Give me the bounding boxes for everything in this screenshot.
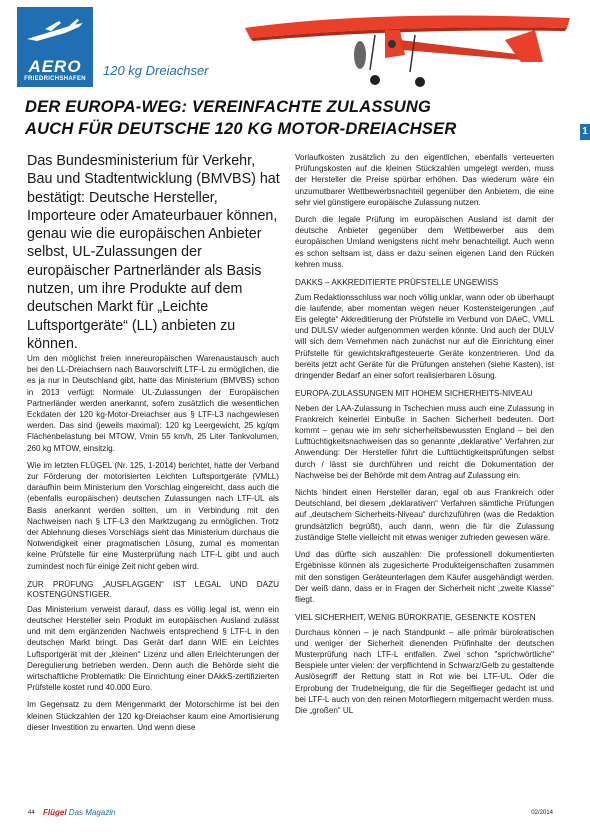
headline-line-2: AUCH FÜR DEUTSCHE 120 KG MOTOR-DREIACHSER (25, 120, 457, 138)
paragraph: Durchaus können – je nach Standpunkt – alle primär bürokratischen und weniger der Sicherheit dienenden Prüfinhalte der deutschen Musterprüfung nach LTF-L entfallen. Zwei schon "sprichwörtliche" Beispiele unter vielen: der verpflichtend in Schwarz/Gelb zu gestaltende Auslösegriff der Rettung statt in Rot wie bei LTF-UL. Oder die Erprobung der Trudelneigung, die für die Segelflieger gedacht ist und bei LTF-L auch von den reinen Motorfliegern mitgemacht werden muss. Die „großen“ UL (295, 627, 554, 716)
subheading: VIEL SICHERHEIT, WENIG BÜROKRATIE, GESENKTE KOSTEN (295, 613, 536, 623)
subheading: DAKKS – AKKREDITIERTE PRÜFSTELLE UNGEWISS (295, 278, 499, 288)
page-number: 44 (28, 810, 35, 816)
paragraph: Durch die legale Prüfung im europäischen Ausland ist damit der deutsche Anbieter gegenüber dem Wettbewerber aus dem europäischen Umland wenigstens nicht mehr benachteiligt. Auch wenn es schon seltsam ist, dass er dazu seinen eigenen Land den Rücken kehren muss. (295, 215, 554, 269)
section-title: 120 kg Dreiachser (103, 63, 209, 78)
ultralight-aircraft-photo (225, 0, 590, 100)
paragraph: Neben der LAA-Zulassung in Tschechien muss auch eine Zulassung in Frankreich keinerlei Einbuße in Sachen Sicherheit bedeuten. Dort kommt – genau wie im sehr sicherheitsbewussten England – bei den Lufttüchtigkeitsnachweisen das so genannte „deklarative“ Verfahren zur Anwendung: Der Hersteller führt die Lufttüchtigkeitsprüfungen selbst durch / lässt sie durchführen und reicht die Dokumentation der Nachweise bei der Behörde mit dem Antrag auf Zulassung ein. (295, 403, 554, 480)
paragraph: Im Gegensatz zu dem Mengenmarkt der Motorschirme ist bei den kleinen Stückzahlen der 120 kg-Dreiachser kaum eine Amortisierung dieser Investition zu erwarten. Und wenn diese (27, 700, 279, 732)
article-headline (25, 96, 456, 140)
paragraph: Zum Redaktionsschluss war noch völlig unklar, wann oder ob überhaupt die laufende, aber momentan wegen neuer Kostensteigerungen „auf Eis gelegte“ Akkreditierung der Prüfstelle im Verbund von DAeC, VMLL und DULSV wieder aufgenommen werden könnte. Und auch der DULV will sich dem Vernehmen nach zunächst nur auf die Einrichtung einer Prüfstelle für gewichtskraftgesteuerte Geräte konzentrieren. Und da bereits jetzt acht Geräte für die Prüfungen anstehen (siehe Kasten), ist dringender Bedarf an einer sofort realisierbaren Lösung. (295, 292, 554, 380)
paragraph: Nichts hindert einen Hersteller daran, egal ob aus Frankreich oder Deutschland, bei diesem „deklarativen“ Verfahren sämtliche Prüfungen auf „deutschem Sicherheits-Niveau“ durchzuführen (was die Redaktion grundsätzlich begrüßt), auch dann, wenn die für die Zulassung zuständige Stelle vielleicht mit etwas weniger zufrieden gewesen wäre. (295, 488, 554, 542)
paragraph: Das Ministerium verweist darauf, dass es völlig legal ist, wenn ein deutscher Hersteller sein Produkt im europäischen Ausland zulässt und mit dem ergänzenden Nachweis entsprechend § LTF-L in den deutschen Markt bringt. Das Gerät darf dann WIE ein Leichtes Luftsportgerät mit der „kleinen“ Lizenz und allen Erleichterungen der Deregulierung betrieben werden. Denn auch die Behörde sieht die wirtschaftliche Problematik: Die Einrichtung einer DAkkS-zertifizierten Prüfstelle kostet rund 40.000 Euro. (27, 604, 279, 693)
text-column-right (295, 152, 554, 722)
paragraph: Um den möglichst freien innereuropäischen Warenaustausch auch bei den LL-Dreiachsern nach Bauvorschrift LTF-L zu ermöglichen, die es ja nur in Deutschland gibt, hatte das Ministerium (BMVBS) schon in 2013 verfügt: Normale UL-Zulassungen der Europäischen Partnerländer werden anerkannt, sofern zusätzlich die wesentlichen Eckdaten der 120 kg-Motor-Dreiachser aus § LTF-L3 nachgewiesen werden. Das sind (jeweils maximal): 120 kg Leergewicht, 25 kg/qm Flächenbelastung bei MTOW, Vmin 55 km/h, 25 Liter Tankvolumen, 260 kg MTOW, einsitzig. (27, 354, 279, 453)
page-footer (0, 808, 590, 828)
airplane-logo-icon (25, 17, 85, 45)
logo-city: FRIEDRICHSHAFEN (24, 76, 86, 82)
paragraph: Und das dürfte sich auszahlen: Die professionell dokumentierten Ergebnisse können als zugesicherte Produkteigenschaften zusammen mit den sonstigen Geräteunterlagen dem Käufer ausgehändigt werden. Der weiß dann, dass er in Fragen der Sicherheit nicht „zweite Klasse“ fliegt. (295, 550, 554, 604)
magazine-subtitle: Das Magazin (68, 808, 116, 817)
subheading: ZUR PRÜFUNG „AUSFLAGGEN“ IST LEGAL UND DAZU KOSTENGÜNSTIGER. (27, 579, 279, 600)
subheading: EUROPA-ZULASSUNGEN MIT HOHEM SICHERHEITS-NIVEAU (295, 389, 533, 399)
logo-brand: AERO (28, 57, 82, 76)
text-column-left (27, 353, 279, 739)
magazine-name (43, 808, 115, 817)
page-tab-marker: 1 (580, 124, 590, 140)
headline-line-1: DER EUROPA-WEG: VEREINFACHTE ZULASSUNG (25, 98, 432, 116)
paragraph: Wie im letzten FLÜGEL (Nr. 125, 1-2014) berichtet, hatte der Verband zur Förderung der motorisierten Leichten Luftsportgeräte (VMLL) daraufhin beim Ministerium den Vorschlag eingereicht, dass auch die (ebenfalls europäischen) deutschen Zulassungen nach LTF-UL als Basis anerkannt werden sollten, um in Verbindung mit den Nachweisen nach § LTF-L3 den Marktzugang zu ermöglichen. Trotz der Ablehnung dieses Vorschlags sieht das Ministerium durchaus die Notwendigkeit einer pragmatischen Lösung, zumal es momentan keine Prüfstelle für eine Musterprüfung nach LTF-L gibt und auch zumindest noch für einige Zeit nicht geben wird. (27, 460, 279, 571)
paragraph: Vorlaufkosten zusätzlich zu den eigentlichen, ebenfalls verteuerten Prüfungskosten auf die kleinen Stückzahlen umgelegt werden, muss der Hersteller die Preise spürbar erhöhen. Das wiederum wäre ein unzumutbarer Wettbewerbsnachteil gegenüber den Anbietern, die eine sehr viel günstigere europäische Zulassung nutzen. (295, 153, 554, 207)
issue-date: 02/2014 (531, 810, 553, 816)
lead-paragraph: Das Bundesministerium für Verkehr, Bau und Stadtentwicklung (BMVBS) hat bestätigt: Deutsche Hersteller, Importeure oder Amateurbauer können, genau wie die europäischen Anbieter selbst, UL-Zulassungen der europäischer Partnerländer als Basis nutzen, um ihre Produkte auf dem deutschen Markt für „Leichte Luftsportgeräte“ (LL) anbieten zu können. (27, 153, 280, 352)
magazine-title: Flügel (43, 808, 67, 817)
aero-logo (17, 7, 93, 87)
